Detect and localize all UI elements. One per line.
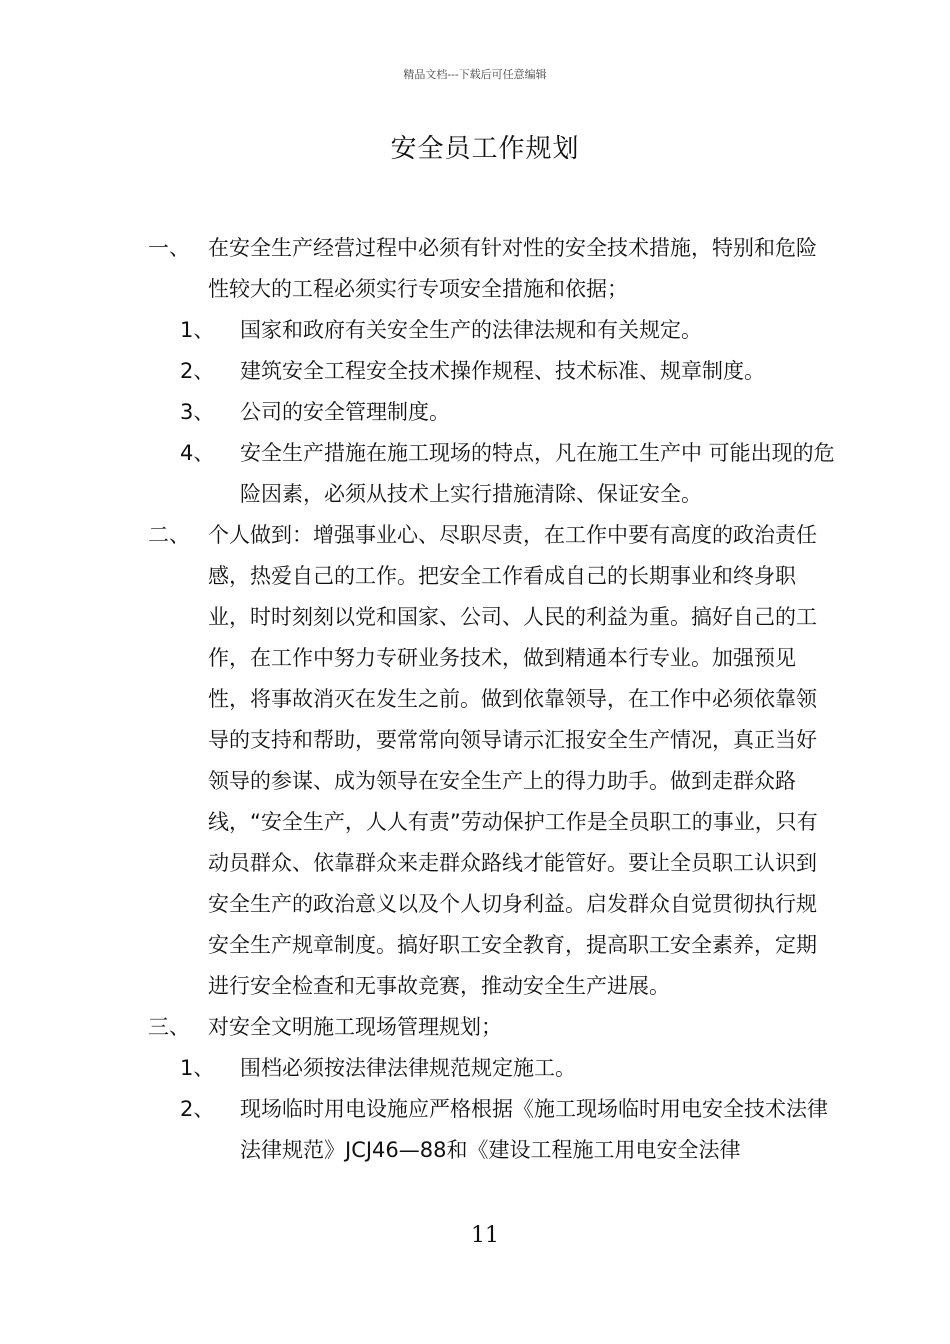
list-item: [148, 433, 836, 515]
list-item: [148, 392, 836, 433]
page-number: 11: [471, 1223, 499, 1248]
item-text: 围档必须按法律法律规范规定施工。: [240, 1056, 576, 1080]
list-item: [148, 1048, 836, 1089]
list-item: [148, 351, 836, 392]
item-text: 建筑安全工程安全技术操作规程、技术标准、规章制度。: [240, 359, 765, 383]
header-watermark: 精品文档---下载后可任意编辑: [403, 68, 547, 81]
section-text: 个人做到：增强事业心、尽职尽责，在工作中要有高度的政治责任感，热爱自己的工作。把安全工作看成自己的长期事业和终身职业，时时刻刻以党和国家、公司、人民的利益为重。搞好自己的工作，在工作中努力专研业务技术，做到精通本行专业。加强预见性，将事故消灭在发生之前。做到依靠领导，在工作中必须依靠领导的支持和帮助，要常常向领导请示汇报安全生产情况，真正当好领导的参谋、成为领导在安全生产上的得力助手。做到走群众路线，“安全生产，人人有责”劳动保护工作是全员职工的事业，只有动员群众、依靠群众来走群众路线才能管好。要让全员职工认识到安全生产的政治意义以及个人切身利益。启发群众自觉贯彻执行规安全生产规章制度。搞好职工安全教育，提高职工安全素养，定期进行安全检查和无事故竞赛，推动安全生产进展。: [208, 523, 818, 998]
section-3: [148, 1007, 836, 1048]
document-body: [148, 228, 836, 1171]
section-text: 在安全生产经营过程中必须有针对性的安全技术措施，特别和危险性较大的工程必须实行专项安全措施和依据；: [208, 236, 817, 301]
list-item: [148, 1089, 836, 1171]
item-text: 公司的安全管理制度。: [240, 400, 450, 424]
item-number: 3、: [180, 400, 215, 424]
list-item: [148, 310, 836, 351]
document-title: 安全员工作规划: [390, 134, 580, 164]
section-number: 二、: [148, 523, 190, 547]
item-text: 现场临时用电设施应严格根据《施工现场临时用电安全技术法律法律规范》JCJ46—88和《建设工程施工用电安全法律: [240, 1097, 828, 1162]
item-number: 4、: [180, 441, 215, 465]
section-2: [148, 515, 836, 1007]
section-1: [148, 228, 836, 310]
item-number: 1、: [180, 318, 215, 342]
item-number: 2、: [180, 359, 215, 383]
section-number: 三、: [148, 1015, 190, 1039]
section-number: 一、: [148, 236, 190, 260]
item-number: 1、: [180, 1056, 215, 1080]
item-text: 安全生产措施在施工现场的特点，凡在施工生产中 可能出现的危险因素，必须从技术上实行措施清除、保证安全。: [240, 441, 835, 506]
section-text: 对安全文明施工现场管理规划；: [208, 1015, 502, 1039]
item-text: 国家和政府有关安全生产的法律法规和有关规定。: [240, 318, 702, 342]
item-number: 2、: [180, 1097, 215, 1121]
